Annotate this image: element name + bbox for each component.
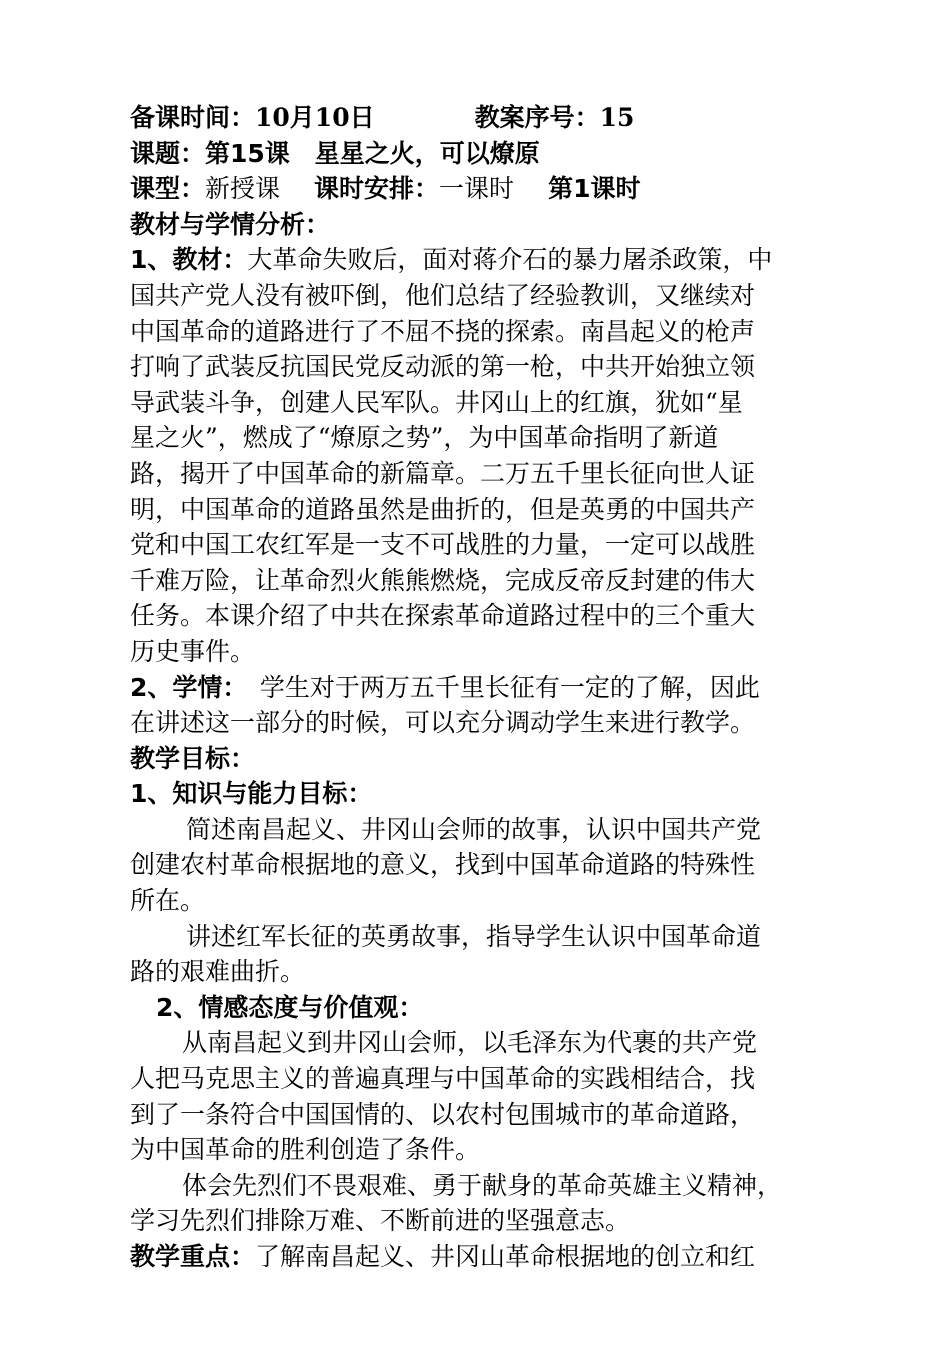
material-text: 中国革命的道路进行了不屈不挠的探索。南昌起义的枪声	[130, 316, 756, 346]
prep-time-value: 10月10日	[255, 103, 375, 132]
students-text: 学生对于两万五千里长征有一定的了解，因此	[234, 672, 760, 702]
material-text: 明，中国革命的道路虽然是曲折的，但是英勇的中国共产	[130, 494, 756, 524]
knowledge-text: 路的艰难曲折。	[130, 957, 306, 987]
type-line	[130, 171, 830, 207]
knowledge-text: 创建农村革命根据地的意义，找到中国革命道路的特殊性	[130, 850, 756, 880]
knowledge-text: 简述南昌起义、井冈山会师的故事，认识中国共产党	[186, 814, 762, 844]
material-text: 党和中国工农红军是一支不可战胜的力量，一定可以战胜	[130, 530, 756, 560]
material-text: 路，揭开了中国革命的新篇章。二万五千里长征向世人证	[130, 458, 756, 488]
material-first-line	[130, 242, 830, 278]
students-text: 在讲述这一部分的时候，可以充分调动学生来进行教学。	[130, 708, 756, 738]
material-text: 大革命失败后，面对蒋介石的暴力屠杀政策，中	[247, 245, 773, 275]
key-points-text: 了解南昌起义、井冈山革命根据地的创立和红	[255, 1242, 756, 1271]
students-label: 2、学情：	[130, 672, 235, 702]
students-first-line	[130, 670, 830, 706]
schedule-label: 课时安排：	[314, 174, 440, 204]
schedule-value: 一课时	[439, 174, 515, 204]
objectives-heading: 教学目标：	[130, 743, 256, 773]
period-label: 第1课时	[548, 174, 641, 204]
topic-line	[130, 136, 830, 172]
emotion-heading: 2、情感态度与价值观：	[156, 992, 424, 1022]
plan-number-label: 教案序号：	[474, 103, 600, 132]
emotion-text: 学习先烈们排除万难、不断前进的坚强意志。	[130, 1206, 631, 1236]
topic-value: 第15课 星星之火，可以燎原	[205, 138, 540, 168]
plan-number-value: 15	[599, 103, 635, 132]
material-text: 星之火”，燃成了“燎原之势”，为中国革命指明了新道	[130, 423, 719, 453]
lesson-type-value: 新授课	[205, 174, 281, 204]
knowledge-text: 所在。	[130, 886, 206, 916]
material-text: 国共产党人没有被吓倒，他们总结了经验教训，又继续对	[130, 280, 756, 310]
emotion-text: 体会先烈们不畏艰难、勇于献身的革命英雄主义精神，	[182, 1170, 783, 1200]
analysis-heading: 教材与学情分析：	[130, 209, 331, 239]
emotion-text: 为中国革命的胜利创造了条件。	[130, 1135, 481, 1165]
lesson-type-label: 课型：	[130, 174, 206, 204]
topic-label: 课题：	[130, 138, 206, 168]
material-text: 千难万险，让革命烈火熊熊燃烧，完成反帝反封建的伟大	[130, 565, 756, 595]
material-text: 打响了武装反抗国民党反动派的第一枪，中共开始独立领	[130, 352, 756, 382]
emotion-text: 从南昌起义到井冈山会师，以毛泽东为代裹的共产党	[182, 1028, 758, 1058]
material-text: 历史事件。	[130, 636, 256, 666]
prep-time-label: 备课时间：	[130, 103, 256, 132]
lesson-plan	[130, 100, 830, 1275]
emotion-text: 到了一条符合中国国情的、以农村包围城市的革命道路，	[130, 1099, 756, 1129]
material-text: 导武装斗争，创建人民军队。井冈山上的红旗，犹如“星	[130, 387, 743, 417]
knowledge-heading: 1、知识与能力目标：	[130, 779, 373, 809]
knowledge-text: 讲述红军长征的英勇故事，指导学生认识中国革命道	[186, 921, 762, 951]
emotion-text: 人把马克思主义的普遍真理与中国革命的实践相结合，找	[130, 1064, 756, 1094]
key-points-label: 教学重点：	[130, 1242, 256, 1271]
material-label: 1、教材：	[130, 245, 248, 275]
prep-info-line	[130, 100, 830, 136]
key-points-line	[130, 1239, 830, 1275]
material-text: 任务。本课介绍了中共在探索革命道路过程中的三个重大	[130, 601, 756, 631]
